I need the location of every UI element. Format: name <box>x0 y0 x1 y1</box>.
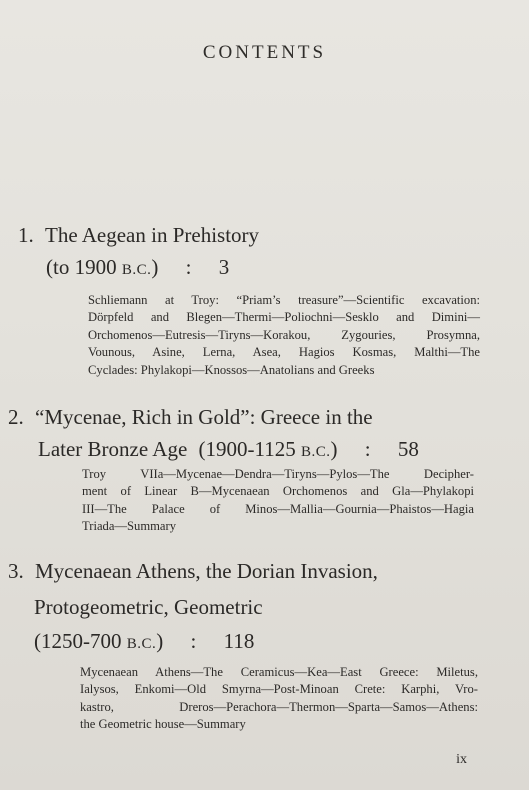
summary-line: Schliemann at Troy: “Priam’s treasure”—Scientific excavation: <box>88 293 480 307</box>
chapter-1-number: 1. <box>18 223 34 247</box>
chapter-3-separator: : <box>190 629 197 653</box>
chapter-3-era: B.C. <box>126 636 157 652</box>
summary-line: Ialysos, Enkomi—Old Smyrna—Post-Minoan Crete: Karphi, Vro- <box>80 682 478 697</box>
chapter-1-title: The Aegean in Prehistory <box>45 223 260 247</box>
chapter-3-dates-line <box>34 626 254 659</box>
summary-line: Dörpfeld and Blegen—Thermi—Poliochni—Sesklo and Dimini— <box>88 310 480 325</box>
summary-line: III—The Palace of Minos—Mallia—Gournia—Phaistos—Hagia <box>82 501 474 516</box>
chapter-1-dates-open: (to 1900 <box>46 255 122 279</box>
chapter-3-title-line-1: Mycenaean Athens, the Dorian Invasion, <box>35 559 378 583</box>
page-title: CONTENTS <box>202 42 327 63</box>
chapter-2-separator: : <box>364 437 371 461</box>
summary-line: Vounous, Asine, Lerna, Asea, Hagios Kosmas, Malthi—The <box>88 345 480 360</box>
chapter-3-number: 3. <box>8 559 24 583</box>
summary-line: Mycenaean Athens—The Ceramicus—Kea—East Greece: Miletus, <box>80 665 478 679</box>
chapter-1-separator: : <box>185 255 192 279</box>
chapter-2-summary <box>82 466 474 536</box>
chapter-3-page: 118 <box>223 629 255 653</box>
chapter-1-dates-line <box>46 252 229 285</box>
chapter-3-dates-close: ) <box>156 629 164 653</box>
summary-line: Cyclades: Phylakopi—Knossos—Anatolians and Greeks <box>88 362 375 377</box>
chapter-1-heading <box>18 220 259 250</box>
page-number: ix <box>456 752 467 767</box>
summary-line: Orchomenos—Eutresis—Tiryns—Korakou, Zygouries, Prosymna, <box>88 327 480 342</box>
chapter-3-heading <box>8 556 378 586</box>
chapter-1-summary <box>88 292 480 379</box>
summary-line: Troy VIIa—Mycenae—Dendra—Tiryns—Pylos—The Decipher- <box>82 467 474 481</box>
chapter-2-heading <box>8 402 373 432</box>
chapter-2-dates-close: ) <box>330 437 338 461</box>
summary-line: ment of Linear B—Mycenaean Orchomenos and Gla—Phylakopi <box>82 484 474 499</box>
chapter-2-dates-open: (1900-1125 <box>198 437 301 461</box>
chapter-2-title-line-1: “Mycenae, Rich in Gold”: Greece in the <box>35 405 373 429</box>
summary-line: the Geometric house—Summary <box>80 717 246 732</box>
summary-line: kastro, Dreros—Perachora—Thermon—Sparta—Samos—Athens: <box>80 699 478 714</box>
chapter-1-era: B.C. <box>121 262 152 278</box>
chapter-2-page: 58 <box>397 437 419 461</box>
summary-line: Triada—Summary <box>82 519 176 534</box>
chapter-3-title-line-2-row <box>34 592 263 622</box>
chapter-2-number: 2. <box>8 405 24 429</box>
chapter-2-title-line-2: Later Bronze Age <box>38 437 188 461</box>
chapter-2-era: B.C. <box>301 444 331 460</box>
chapter-3-dates-open: (1250-700 <box>34 629 127 653</box>
chapter-1-dates-close: ) <box>151 255 159 279</box>
chapter-3-summary <box>80 664 478 734</box>
chapter-3-title-line-2: Protogeometric, Geometric <box>34 595 263 619</box>
chapter-2-title-line-2-row <box>38 434 419 467</box>
chapter-1-page: 3 <box>218 255 230 279</box>
